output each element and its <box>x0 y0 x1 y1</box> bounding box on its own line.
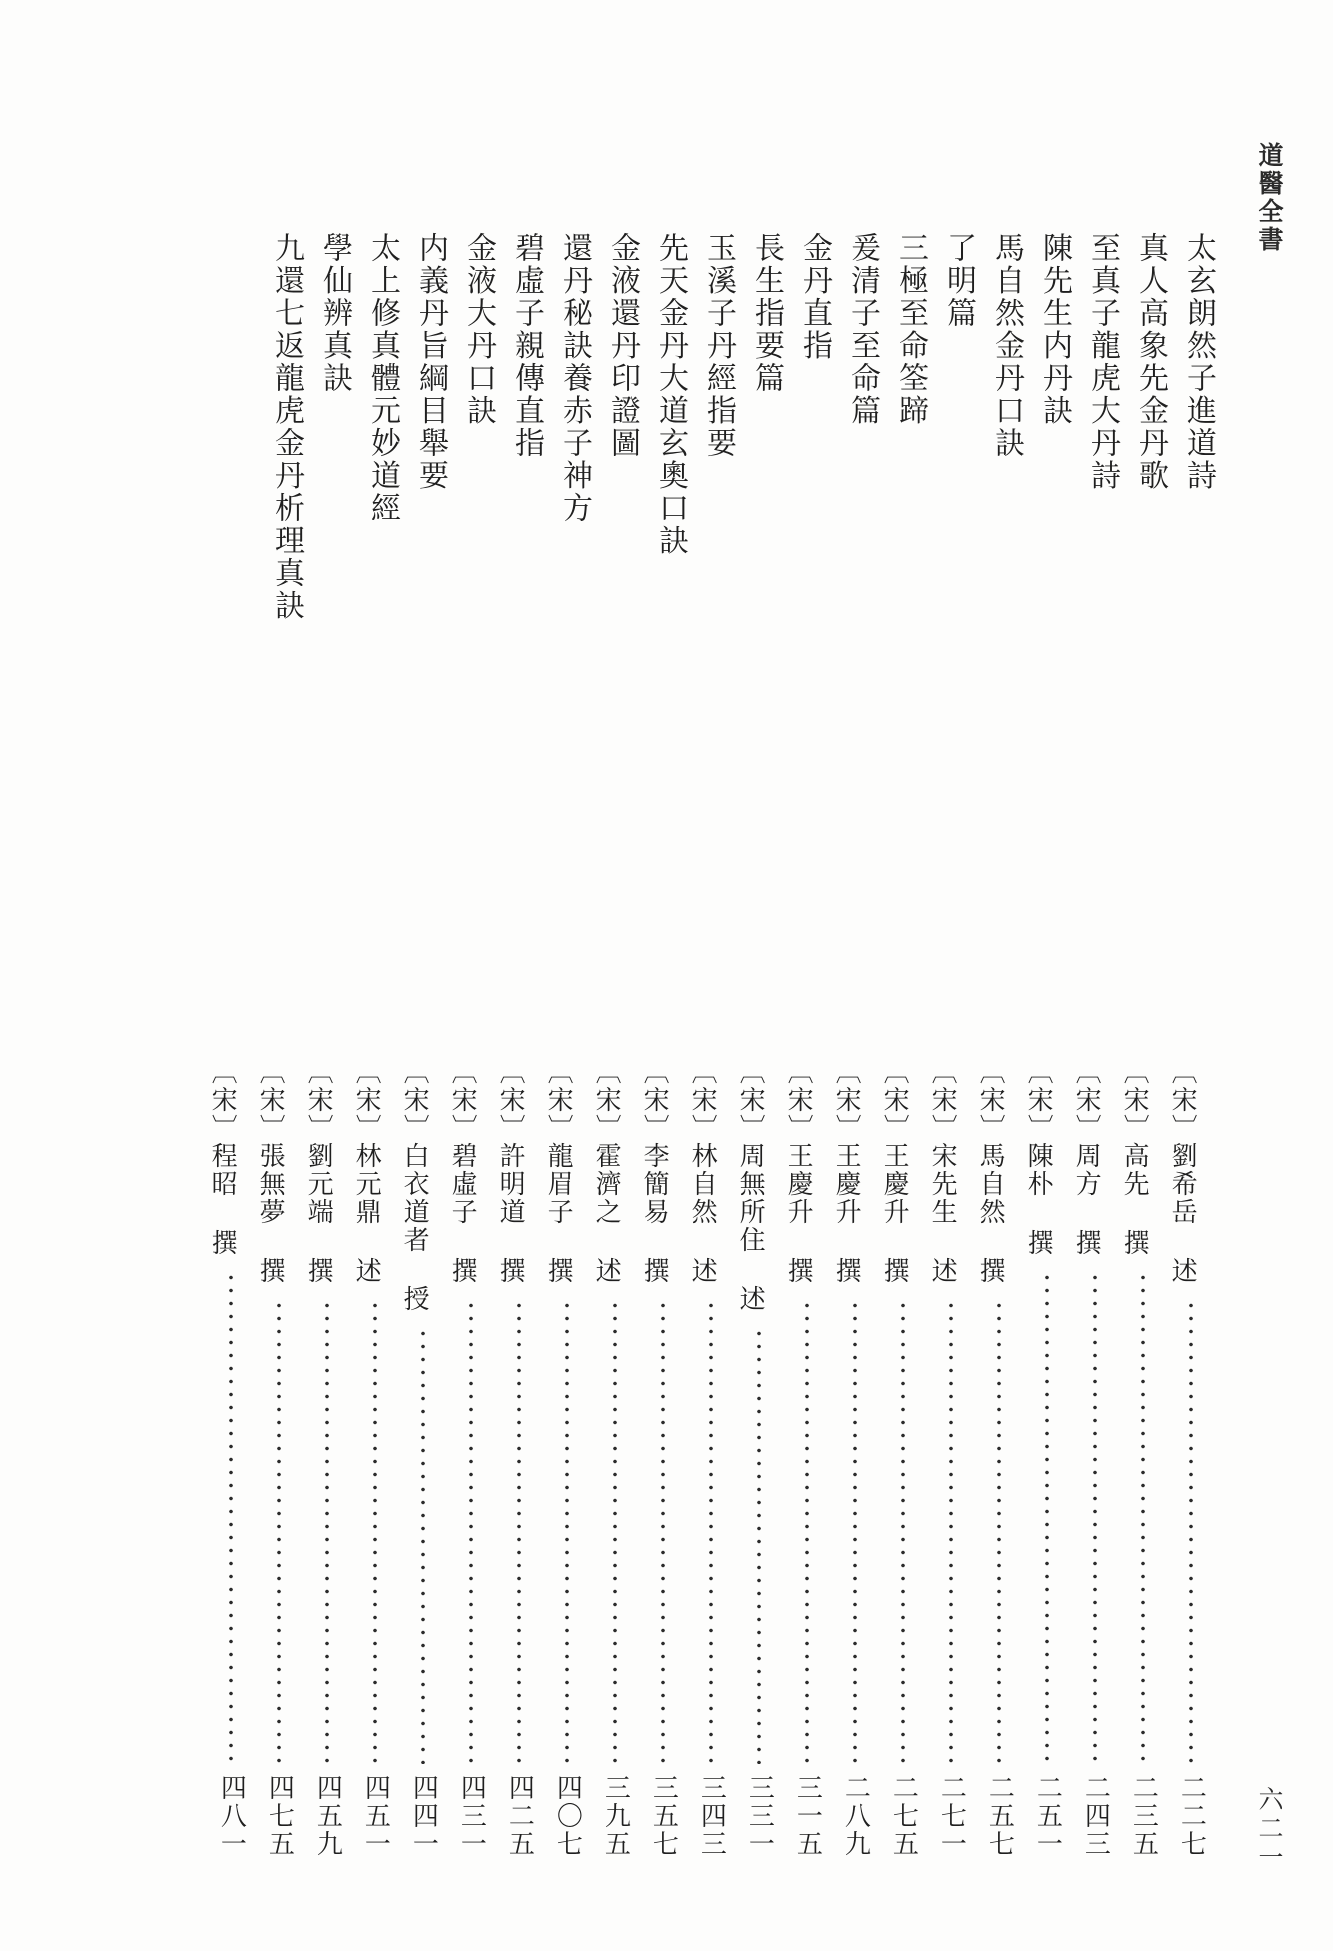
toc-entry-page-number: 四八一 <box>217 1774 247 1858</box>
toc-entry[interactable] <box>495 1058 543 1858</box>
toc-title[interactable]: 碧虛子親傳直指 <box>510 232 543 460</box>
toc-entry-page-number: 二三五 <box>1129 1774 1159 1858</box>
dot-leader <box>517 1299 522 1764</box>
dot-leader <box>1189 1299 1194 1764</box>
toc-entry-page-number: 四五九 <box>313 1774 343 1858</box>
toc-entry-page-number: 三三一 <box>745 1774 775 1858</box>
toc-entry-author: 〔宋〕陳朴 撰 <box>1024 1058 1054 1257</box>
dot-leader <box>709 1299 714 1764</box>
toc-entry-author: 〔宋〕馬自然 撰 <box>976 1058 1006 1285</box>
toc-title[interactable]: 至真子龍虎大丹詩 <box>1086 232 1119 492</box>
toc-entry[interactable] <box>639 1058 687 1858</box>
dot-leader <box>1141 1271 1146 1764</box>
dot-leader <box>805 1299 810 1764</box>
toc-title[interactable]: 還丹秘訣養赤子神方 <box>558 232 591 525</box>
toc-entry[interactable] <box>1071 1058 1119 1858</box>
toc-entry[interactable] <box>1167 1058 1215 1858</box>
toc-title[interactable]: 玉溪子丹經指要 <box>702 232 735 460</box>
toc-entry-page-number: 二七五 <box>889 1774 919 1858</box>
dot-leader <box>997 1299 1002 1764</box>
toc-title[interactable]: 陳先生内丹訣 <box>1038 232 1071 427</box>
toc-title[interactable]: 三極至命筌蹄 <box>894 232 927 427</box>
toc-entry-author: 〔宋〕霍濟之 述 <box>592 1058 622 1285</box>
toc-entry-author: 〔宋〕劉希岳 述 <box>1168 1058 1198 1285</box>
toc-entry-author: 〔宋〕劉元端 撰 <box>304 1058 334 1285</box>
toc-entry-page-number: 二八九 <box>841 1774 871 1858</box>
toc-entry-author: 〔宋〕龍眉子 撰 <box>544 1058 574 1285</box>
toc-entry[interactable] <box>783 1058 831 1858</box>
toc-entry-author: 〔宋〕白衣道者 授 <box>400 1058 430 1313</box>
dot-leader <box>1093 1271 1098 1764</box>
toc-entry-author: 〔宋〕碧虛子 撰 <box>448 1058 478 1285</box>
toc-title[interactable]: 金丹直指 <box>798 232 831 362</box>
toc-title[interactable]: 内義丹旨綱目舉要 <box>414 232 447 492</box>
toc-entry-page-number: 四三一 <box>457 1774 487 1858</box>
toc-entry-author: 〔宋〕程昭 撰 <box>208 1058 238 1257</box>
toc-entry[interactable] <box>351 1058 399 1858</box>
toc-title[interactable]: 學仙辨真訣 <box>318 232 351 395</box>
toc-title[interactable]: 金液還丹印證圖 <box>606 232 639 460</box>
dot-leader <box>229 1271 234 1764</box>
dot-leader <box>661 1299 666 1764</box>
toc-title[interactable]: 爰清子至命篇 <box>846 232 879 427</box>
toc-title[interactable]: 金液大丹口訣 <box>462 232 495 427</box>
toc-entry[interactable] <box>1023 1058 1071 1858</box>
toc-entry-author: 〔宋〕林元鼎 述 <box>352 1058 382 1285</box>
folio-number: 六二一 <box>1255 1786 1282 1873</box>
toc-entry-page-number: 四五一 <box>361 1774 391 1858</box>
dot-leader <box>325 1299 330 1764</box>
toc-entry-author: 〔宋〕宋先生 述 <box>928 1058 958 1285</box>
toc-title[interactable]: 長生指要篇 <box>750 232 783 395</box>
toc-entry[interactable] <box>255 1058 303 1858</box>
dot-leader <box>613 1299 618 1764</box>
toc-entry-page-number: 二五一 <box>1033 1774 1063 1858</box>
dot-leader <box>277 1299 282 1764</box>
dot-leader <box>949 1299 954 1764</box>
toc-entry[interactable] <box>1119 1058 1167 1858</box>
running-head: 道醫全書 <box>1255 142 1282 254</box>
toc-entry-page-number: 三一五 <box>793 1774 823 1858</box>
toc-entry-author: 〔宋〕張無夢 撰 <box>256 1058 286 1285</box>
toc-title[interactable]: 先天金丹大道玄奧口訣 <box>654 232 687 557</box>
toc-titles-block <box>78 232 1215 662</box>
toc-title[interactable]: 真人高象先金丹歌 <box>1134 232 1167 492</box>
toc-entry-author: 〔宋〕周方 撰 <box>1072 1058 1102 1257</box>
toc-entry-author: 〔宋〕李簡易 撰 <box>640 1058 670 1285</box>
toc-entry[interactable] <box>303 1058 351 1858</box>
toc-entry-author: 〔宋〕周無所住 述 <box>736 1058 766 1313</box>
toc-entry[interactable] <box>879 1058 927 1858</box>
toc-entry-author: 〔宋〕林自然 述 <box>688 1058 718 1285</box>
dot-leader <box>469 1299 474 1764</box>
toc-entry-page-number: 三五七 <box>649 1774 679 1858</box>
toc-entry-author: 〔宋〕王慶升 撰 <box>832 1058 862 1285</box>
toc-entry-page-number: 三九五 <box>601 1774 631 1858</box>
dot-leader <box>373 1299 378 1764</box>
toc-entry-page-number: 二七一 <box>937 1774 967 1858</box>
dot-leader <box>1045 1271 1050 1764</box>
toc-entry-page-number: 三四三 <box>697 1774 727 1858</box>
toc-entry[interactable] <box>831 1058 879 1858</box>
toc-title[interactable]: 太上修真體元妙道經 <box>366 232 399 525</box>
toc-title[interactable]: 馬自然金丹口訣 <box>990 232 1023 460</box>
toc-entry-author: 〔宋〕王慶升 撰 <box>784 1058 814 1285</box>
toc-entry-page-number: 四七五 <box>265 1774 295 1858</box>
toc-entry-page-number: 二二七 <box>1177 1774 1207 1858</box>
toc-entry-page-number: 四四一 <box>409 1774 439 1858</box>
dot-leader <box>853 1299 858 1764</box>
toc-entry[interactable] <box>927 1058 975 1858</box>
toc-entry-author: 〔宋〕許明道 撰 <box>496 1058 526 1285</box>
dot-leader <box>421 1327 426 1764</box>
toc-entry[interactable] <box>687 1058 735 1858</box>
toc-title[interactable]: 九還七返龍虎金丹析理真訣 <box>270 232 303 622</box>
toc-title[interactable]: 了明篇 <box>942 232 975 330</box>
dot-leader <box>901 1299 906 1764</box>
dot-leader <box>565 1299 570 1764</box>
toc-entry-author: 〔宋〕高先 撰 <box>1120 1058 1150 1257</box>
toc-entry[interactable] <box>735 1058 783 1858</box>
toc-entry[interactable] <box>975 1058 1023 1858</box>
toc-entry[interactable] <box>207 1058 255 1858</box>
toc-title[interactable]: 太玄朗然子進道詩 <box>1182 232 1215 492</box>
toc-entry-page-number: 四二五 <box>505 1774 535 1858</box>
toc-entry[interactable] <box>543 1058 591 1858</box>
toc-entry-author: 〔宋〕王慶升 撰 <box>880 1058 910 1285</box>
dot-leader <box>757 1327 762 1764</box>
toc-entry-page-number: 二四三 <box>1081 1774 1111 1858</box>
toc-entry[interactable] <box>399 1058 447 1858</box>
toc-entry-page-number: 四〇七 <box>553 1774 583 1858</box>
toc-entry[interactable] <box>591 1058 639 1858</box>
toc-entry-page-number: 二五七 <box>985 1774 1015 1858</box>
toc-entries-block <box>78 1058 1215 1858</box>
toc-entry[interactable] <box>447 1058 495 1858</box>
